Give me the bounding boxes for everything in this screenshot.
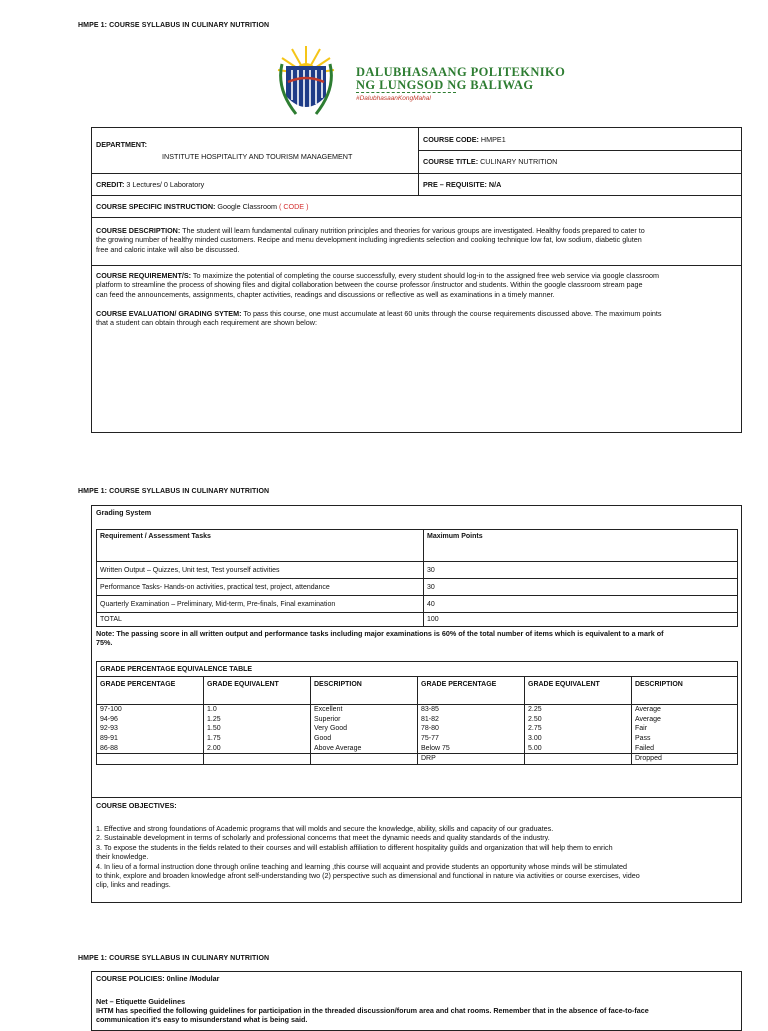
table-row: Performance Tasks- Hands-on activities, practical test, project, attendance 30 <box>97 579 738 596</box>
page-header: HMPE 1: COURSE SYLLABUS IN CULINARY NUTRITION <box>78 955 270 962</box>
grade-equivalence-table: GRADE PERCENTAGE EQUIVALENCE TABLE GRADE PERCENTAGE GRADE EQUIVALENT DESCRIPTION GRADE PERCENTAGE GRADE EQUIVALENT DESCRIPTION 97-100 1.0 Excellent 83-85 2.25 Average 94-96 1.25 Superior 81-82 2.50 Average 92-93 1.50 Very Good 78-80 2.75 Fair 89-91 1.75 Good 75-77 3.00 Pass 86-88 2.00 Above Average Below 75 5.00 Failed DRP Dropped <box>96 661 738 765</box>
netiquette-text: IHTM has specified the following guidelines for participation in the threaded discussion/forum area and chat rooms. Remember that in the absence of face-to-face communication it's easy to misunderstand what is being said. <box>96 1006 649 1025</box>
table-row: 86-88 2.00 Above Average Below 75 5.00 Failed <box>97 743 738 753</box>
grading-system-title: Grading System <box>96 508 152 517</box>
row-divider <box>418 150 742 151</box>
course-specific-instruction: COURSE SPECIFIC INSTRUCTION: Google Classroom ( CODE ) <box>96 202 309 211</box>
course-objectives-title: COURSE OBJECTIVES: <box>96 801 177 810</box>
grading-table <box>96 529 738 627</box>
credit: CREDIT: 3 Lectures/ 0 Laboratory <box>96 180 205 189</box>
netiquette-title: Net – Etiquette Guidelines <box>96 997 186 1006</box>
passing-note: Note: The passing score in all written output and performance tasks including major examinations is 60% of the total number of items which is equivalent to a mark of 75%. <box>96 629 664 648</box>
course-title: COURSE TITLE: CULINARY NUTRITION <box>423 157 558 166</box>
table-row: 92-93 1.50 Very Good 78-80 2.75 Fair <box>97 724 738 734</box>
prerequisite: PRE – REQUISITE: N/A <box>423 180 502 189</box>
table-row: DRP Dropped <box>97 753 738 764</box>
college-seal-logo <box>276 44 336 120</box>
row-divider <box>91 195 742 196</box>
table-row: Written Output – Quizzes, Unit test, Test yourself activities 30 <box>97 562 738 579</box>
course-requirements: COURSE REQUIREMENT/S: To maximize the potential of completing the course successfully, every student should log-in to the assigned free web service via google classroom platform to streamline the process of showing files and digital collaboration between the course professor /instructor and students. Within the google classroom stream page can feed the announcements, assignments, chapter activities, readings and discussions or reflective as well as examinations in a timely manner. <box>96 271 660 299</box>
table-row: 94-96 1.25 Superior 81-82 2.50 Average <box>97 715 738 725</box>
table-row: Quarterly Examination – Preliminary, Mid-term, Pre-finals, Final examination 40 <box>97 596 738 613</box>
column-divider <box>418 127 419 195</box>
grading-header-task: Requirement / Assessment Tasks <box>97 530 424 562</box>
equivalence-table-title: GRADE PERCENTAGE EQUIVALENCE TABLE <box>97 662 738 677</box>
course-policies-title: COURSE POLICIES: 0nline /Modular <box>96 974 220 983</box>
grading-header-points: Maximum Points <box>424 530 738 562</box>
table-row: 89-91 1.75 Good 75-77 3.00 Pass <box>97 734 738 744</box>
college-hashtag: #DalubhasaanKongMahal <box>356 95 431 102</box>
course-objectives-list: 1. Effective and strong foundations of Academic programs that will molds and secure the knowledge, ability, skills and capacity of our graduates. 2. Sustainable development in terms of scholarly and professional concerns that meet the dynamic needs and quality standards of the industry. 3. To expose the students in the fields related to their courses and will establish affiliation to different hospitality guilds and organization that will help them to enrich their knowledge. 4. In lieu of a formal instruction done through online teaching and learning ,this course will acquaint and provide students an opportunity whose minds will be stimulated to think, explore and broaden knowledge afront self-understanding two (2) perspective such as dimensional and functional in nature via activities or course exercises, video clip, links and readings. <box>96 824 640 890</box>
row-divider <box>91 173 742 174</box>
page-header: HMPE 1: COURSE SYLLABUS IN CULINARY NUTRITION <box>78 488 270 495</box>
department-label: DEPARTMENT: <box>96 140 147 149</box>
row-divider <box>91 265 742 266</box>
course-evaluation: COURSE EVALUATION/ GRADING SYTEM: To pass this course, one must accumulate at least 60 units through the course requirements discussed above. The maximum points that a student can obtain through each requirement are shown below: <box>96 309 662 328</box>
course-code: COURSE CODE: HMPE1 <box>423 135 506 144</box>
department-value: INSTITUTE HOSPITALITY AND TOURISM MANAGEMENT <box>162 152 353 161</box>
course-description: COURSE DESCRIPTION: The student will learn fundamental culinary nutrition principles and theories for various groups are investigated. Healthy foods prepared to cater to the growing number of healthy minded customers. Recipe and menu development including ingredients selection and cooking technique low fat, low sodium, diabetic gluten free and caloric intake will also be discussed. <box>96 226 645 254</box>
table-row: 97-100 1.0 Excellent 83-85 2.25 Average <box>97 705 738 715</box>
college-name-line2: NG LUNGSOD NG BALIWAG <box>356 78 534 92</box>
page-header: HMPE 1: COURSE SYLLABUS IN CULINARY NUTRITION <box>78 22 270 29</box>
table-row: TOTAL 100 <box>97 613 738 627</box>
row-divider <box>91 217 742 218</box>
section-divider <box>91 797 742 798</box>
logo-divider <box>356 92 456 93</box>
college-name-line1: DALUBHASAANG POLITEKNIKO <box>356 65 566 79</box>
